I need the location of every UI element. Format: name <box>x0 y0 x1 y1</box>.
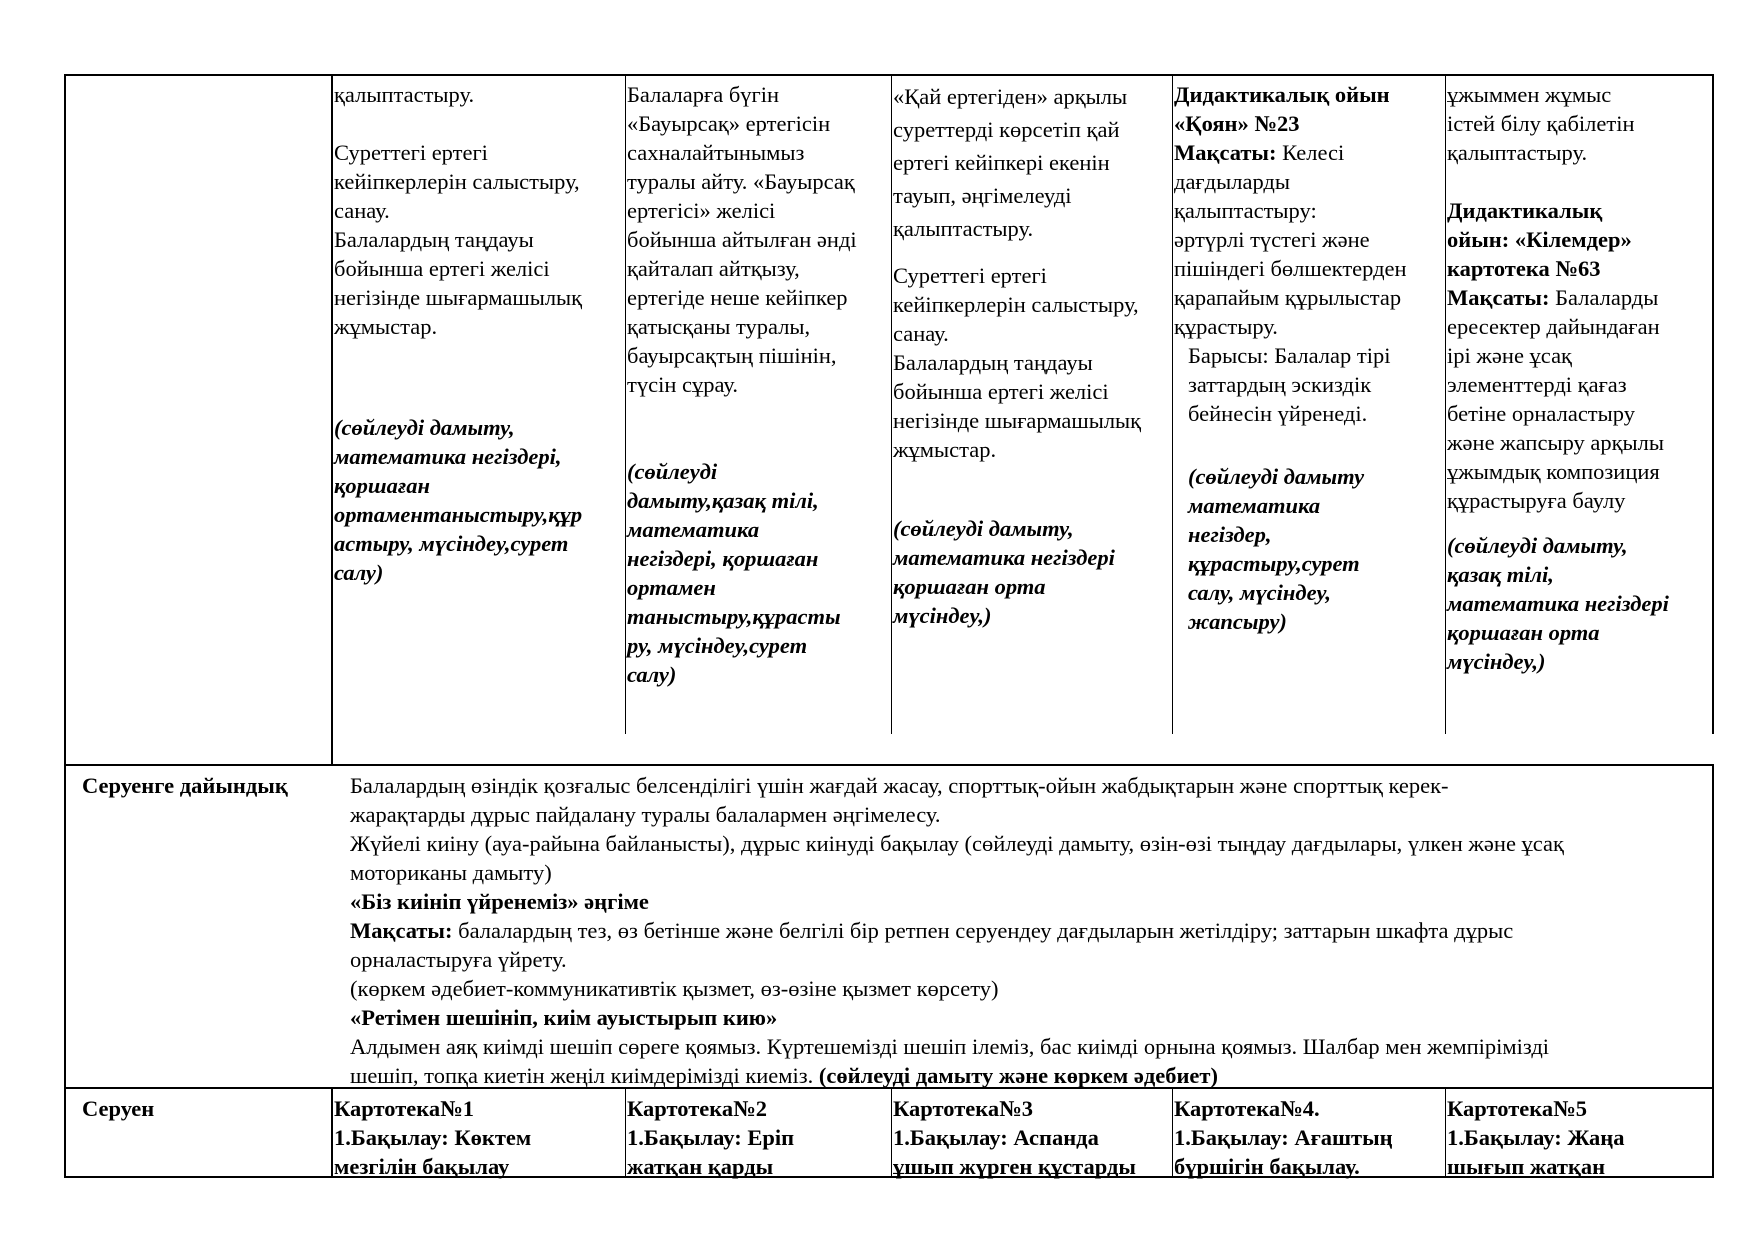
walk-divider-2 <box>625 1088 626 1178</box>
text-line: ұшып жүрген құстарды <box>893 1154 1136 1179</box>
text-line: орналастыруға үйрету. <box>350 947 567 972</box>
goal-text: Балаларды <box>1549 285 1659 310</box>
column-divider-1-lower <box>331 1088 333 1178</box>
walk-label: Серуен <box>82 1096 155 1121</box>
text-line: математика негіздері, <box>334 444 562 469</box>
text-line: қоршаған орта <box>1447 620 1600 645</box>
text-line: санау. <box>334 198 390 223</box>
top-col1 <box>334 80 624 587</box>
table-border-right-lower <box>1712 765 1714 1178</box>
goal-text: Келесі <box>1276 140 1345 165</box>
text-line: ұжыммен жұмыс <box>1447 82 1612 107</box>
text-line: санау. <box>893 321 949 346</box>
text-line: кейіпкерлерін салыстыру, <box>893 292 1139 317</box>
text-line: ұжымдық композиция <box>1447 459 1660 484</box>
goal-label: Мақсаты: <box>350 918 453 943</box>
text-line: ертегі кейіпкері екенін <box>893 150 1110 175</box>
top-col5 <box>1447 80 1711 676</box>
goal-line <box>1174 138 1444 167</box>
text-line: бетіне орналастыру <box>1447 401 1635 426</box>
text-line: заттардың эскиздік <box>1188 372 1372 397</box>
text-line: және жапсыру арқылы <box>1447 430 1665 455</box>
top-col3 <box>893 80 1171 630</box>
text-line: салу, мүсіндеу, <box>1188 580 1332 605</box>
text-line <box>350 1061 1711 1090</box>
text-line: астыру, мүсіндеу,сурет <box>334 531 569 556</box>
text-line: математика <box>1188 493 1321 518</box>
text-line: «Бауырсақ» ертегісін <box>627 111 831 136</box>
text-line: құрастыруға баулу <box>1447 488 1626 513</box>
text-line: кейіпкерлерін салыстыру, <box>334 169 580 194</box>
activity-heading: «Ретімен шешініп, киім ауыстырып кию» <box>350 1005 778 1030</box>
text-line: қалыптастыру. <box>334 82 475 107</box>
column-divider-3 <box>891 74 892 734</box>
text-line: ірі және ұсақ <box>1447 343 1572 368</box>
text-line: туралы айту. «Бауырсақ <box>627 169 855 194</box>
text-line: ортаментаныстыру,құр <box>334 502 583 527</box>
text-line: шығып жатқан <box>1447 1154 1606 1179</box>
text-line: Балалардың таңдауы <box>334 227 534 252</box>
text-line: қоршаған орта <box>893 574 1046 599</box>
text-line: қарапайым құрылыстар <box>1174 285 1402 310</box>
column-divider-2 <box>625 74 626 734</box>
integration-note <box>1188 462 1444 636</box>
text-line: суреттерді көрсетіп қай <box>893 117 1120 142</box>
card-title: Картотека№1 <box>334 1096 474 1121</box>
text-line: дағдыларды <box>1174 169 1290 194</box>
goal-line <box>1447 283 1711 312</box>
text-span: шешіп, топқа киетін жеңіл киімдерімізді киеміз. <box>350 1063 819 1088</box>
top-col2 <box>627 80 889 689</box>
text-line: Балалардың таңдауы <box>893 350 1093 375</box>
walk-col1 <box>334 1094 624 1181</box>
card-title: Картотека№2 <box>627 1096 767 1121</box>
walk-col4 <box>1174 1094 1444 1181</box>
integration-note <box>893 514 1171 630</box>
text-line: Алдымен аяқ киімді шешіп сөреге қоямыз. Күртешемізді шешіп ілеміз, бас киімді орнына қоямыз. Шалбар мен жемпірімізді <box>350 1034 1550 1059</box>
text-line: қазақ тілі, <box>1447 562 1554 587</box>
walk-divider-4 <box>1172 1088 1173 1178</box>
text-line: 1.Бақылау: Көктем <box>334 1125 532 1150</box>
table-border-left <box>64 74 66 1178</box>
card-title: Картотека№3 <box>893 1096 1033 1121</box>
table-border-right <box>1712 74 1714 734</box>
text-line: (сөйлеуді дамыту, <box>893 516 1074 541</box>
text-line: моториканы дамыту) <box>350 860 552 885</box>
text-line: (сөйлеуді <box>627 459 718 484</box>
text-line: 1.Бақылау: Жаңа <box>1447 1125 1625 1150</box>
text-line: қатысқаны туралы, <box>627 314 811 339</box>
text-line: таныстыру,құрасты <box>627 604 841 629</box>
text-line: қалыптастыру. <box>1447 140 1588 165</box>
text-line: әртүрлі түстегі және <box>1174 227 1370 252</box>
text-line: жұмыстар. <box>334 314 438 339</box>
text-line: жұмыстар. <box>893 437 997 462</box>
walk-prep-label: Серуенге дайындық <box>82 773 288 798</box>
row-divider-1 <box>65 764 1714 766</box>
goal-text: балалардың тез, өз бетінше және белгілі бір ретпен серуендеу дағдыларын жетілдіру; заттарын шкафта дұрыс <box>452 918 1514 943</box>
text-line: бойынша ертегі желісі <box>893 379 1109 404</box>
game-title: Дидактикалық <box>1447 198 1603 223</box>
text-line: 1.Бақылау: Еріп <box>627 1125 795 1150</box>
text-line: ру, мүсіндеу,сурет <box>627 633 808 658</box>
text-line: құрастыру,сурет <box>1188 551 1360 576</box>
text-line: ортамен <box>627 575 716 600</box>
text-line: ертегісі» желісі <box>627 198 776 223</box>
text-line: жатқан қарды <box>627 1154 774 1179</box>
text-line: 1.Бақылау: Ағаштың <box>1174 1125 1393 1150</box>
text-line: «Қай ертегіден» арқылы <box>893 84 1128 109</box>
text-line: бейнесін үйренеді. <box>1188 401 1368 426</box>
text-line: Суреттегі ертегі <box>893 263 1047 288</box>
text-line: Балалардың өзіндік қозғалыс белсенділігі үшін жағдай жасау, спорттық-ойын жабдықтарын және спорттық керек- <box>350 773 1449 798</box>
text-line: пішіндегі бөлшектерден <box>1174 256 1407 281</box>
goal-label: Мақсаты: <box>1447 285 1550 310</box>
walk-col3 <box>893 1094 1171 1181</box>
table-border-top <box>65 74 1714 76</box>
text-line: 1.Бақылау: Аспанда <box>893 1125 1099 1150</box>
text-line: қоршаған <box>334 473 430 498</box>
walk-divider-5 <box>1445 1088 1446 1178</box>
text-line: (көркем әдебиет-коммуникативтік қызмет, өз-өзіне қызмет көрсету) <box>350 976 999 1001</box>
text-line: ертегіде неше кейіпкер <box>627 285 848 310</box>
game-title: «Қоян» №23 <box>1174 111 1300 136</box>
text-line: негіздері, қоршаған <box>627 546 819 571</box>
text-line: бауырсақтың пішінін, <box>627 343 837 368</box>
text-line: қалыптастыру: <box>1174 198 1317 223</box>
text-line: ересектер дайындаған <box>1447 314 1660 339</box>
walk-col2 <box>627 1094 889 1181</box>
goal-line <box>350 916 1711 945</box>
text-line: (сөйлеуді дамыту, <box>334 415 515 440</box>
text-line: негізінде шығармашылық <box>334 285 583 310</box>
text-line: құрастыру. <box>1174 314 1278 339</box>
column-divider-1 <box>331 74 333 764</box>
integration-note <box>627 457 889 689</box>
text-line: (сөйлеуді дамыту, <box>1447 533 1628 558</box>
text-line: Суреттегі ертегі <box>334 140 488 165</box>
text-line: мезгілін бақылау <box>334 1154 510 1179</box>
text-line: мүсіндеу,) <box>1447 649 1546 674</box>
text-line: мүсіндеу,) <box>893 603 992 628</box>
column-divider-4 <box>1172 74 1173 734</box>
text-line: негіздер, <box>1188 522 1272 547</box>
text-line: Барысы: Балалар тірі <box>1188 343 1391 368</box>
text-line: математика негіздері <box>1447 591 1669 616</box>
text-line: элементтерді қағаз <box>1447 372 1627 397</box>
text-line: дамыту,қазақ тілі, <box>627 488 819 513</box>
goal-label: Мақсаты: <box>1174 140 1277 165</box>
text-line: салу) <box>334 560 384 585</box>
text-line: негізінде шығармашылық <box>893 408 1142 433</box>
text-line: қайталап айтқызу, <box>627 256 800 281</box>
text-line: (сөйлеуді дамыту <box>1188 464 1365 489</box>
integration-note <box>1447 531 1711 676</box>
walk-divider-3 <box>891 1088 892 1178</box>
text-line: математика негіздері <box>893 545 1115 570</box>
integration-note <box>334 413 624 587</box>
walk-col5 <box>1447 1094 1711 1181</box>
card-title: Картотека№5 <box>1447 1096 1587 1121</box>
text-line: салу) <box>627 662 677 687</box>
text-line: Балаларға бүгін <box>627 82 780 107</box>
game-title: Дидактикалық ойын <box>1174 82 1390 107</box>
text-line: бойынша айтылған әнді <box>627 227 857 252</box>
text-line: математика <box>627 517 760 542</box>
text-line: тауып, әңгімелеуді <box>893 183 1072 208</box>
text-line: сахналайтынымыз <box>627 140 805 165</box>
text-line: жапсыру) <box>1188 609 1287 634</box>
card-title: Картотека№4. <box>1174 1096 1320 1121</box>
walk-prep-content <box>350 771 1711 1090</box>
top-col4 <box>1174 80 1444 636</box>
text-line: түсін сұрау. <box>627 372 738 397</box>
game-title: картотека №63 <box>1447 256 1601 281</box>
column-divider-5 <box>1445 74 1446 734</box>
text-line: істей білу қабілетін <box>1447 111 1635 136</box>
conversation-heading: «Біз киініп үйренеміз» әңгіме <box>350 889 649 914</box>
text-line: қалыптастыру. <box>893 216 1034 241</box>
integration-note: (сөйлеуді дамыту және көркем әдебиет) <box>818 1063 1218 1088</box>
text-line: бүршігін бақылау. <box>1174 1154 1360 1179</box>
text-line: бойынша ертегі желісі <box>334 256 550 281</box>
game-title: ойын: «Кілемдер» <box>1447 227 1632 252</box>
text-line: жарақтарды дұрыс пайдалану туралы балалармен әңгімелесу. <box>350 802 941 827</box>
text-line: Жүйелі киіну (ауа-райына байланысты), дұрыс киінуді бақылау (сөйлеуді дамыту, өзін-өзі тыңдау дағдылары, үлкен және ұсақ <box>350 831 1564 856</box>
